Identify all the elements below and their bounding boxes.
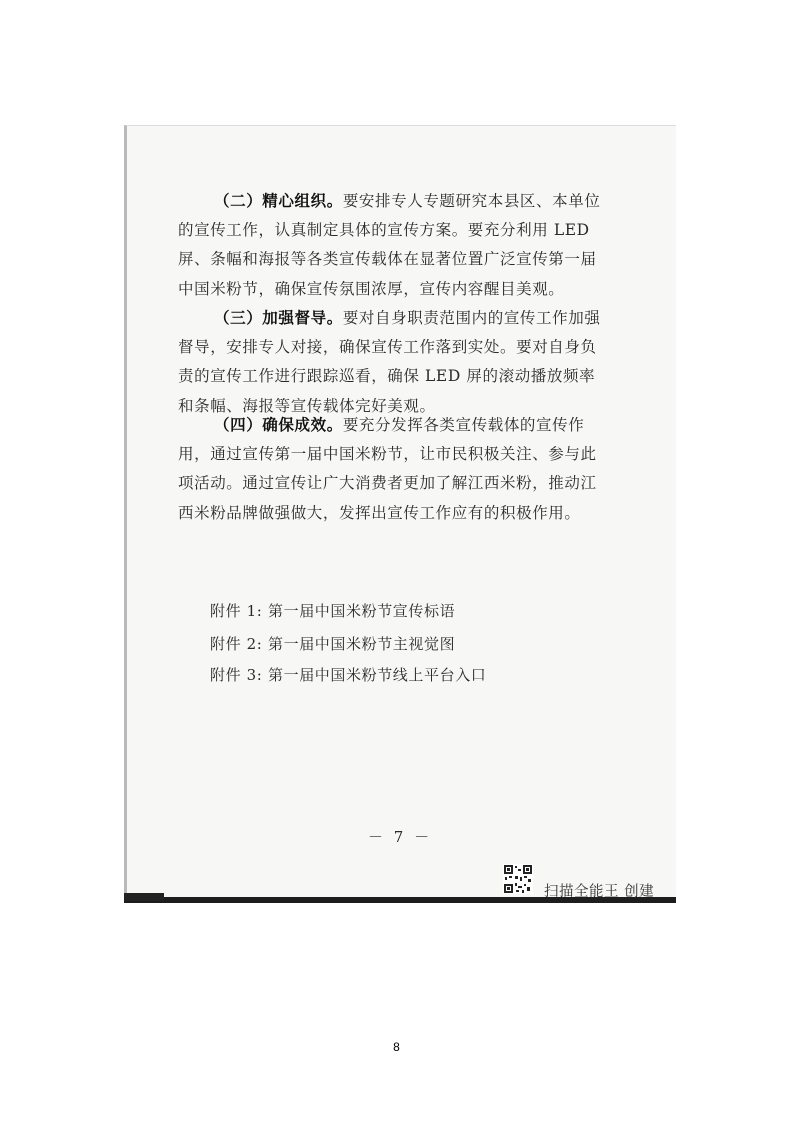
- qr-code-icon: [503, 864, 533, 894]
- inner-page-number: － 7 －: [368, 828, 433, 846]
- paragraph-body: 要充分发挥各类宣传载体的宣传作用，通过宣传第一届中国米粉节，让市民积极关注、参与此项活动。通过宣传让广大消费者更加了解江西米粉，推动江西米粉品牌做强做大，发挥出宣传工作应有的积极作用。: [178, 416, 597, 522]
- paragraph-heading: （四）确保成效。: [214, 415, 343, 434]
- attachment-label: 附件 2:: [210, 635, 263, 653]
- attachment-label: 附件 3:: [210, 666, 263, 684]
- paragraph-supervise: [178, 303, 610, 421]
- paragraph-effect: [178, 410, 610, 528]
- attachment-title: 第一届中国米粉节线上平台入口: [268, 666, 487, 684]
- page-number: 8: [393, 1040, 400, 1054]
- attachment-item: [210, 664, 486, 685]
- paragraph-organize: [178, 186, 610, 304]
- attachment-item: [210, 633, 455, 654]
- paragraph-heading: （三）加强督导。: [214, 308, 343, 327]
- scanner-watermark: 扫描全能王 创建: [544, 884, 655, 900]
- attachment-label: 附件 1:: [210, 602, 263, 620]
- attachment-title: 第一届中国米粉节主视觉图: [268, 635, 456, 653]
- paragraph-heading: （二）精心组织。: [214, 191, 343, 210]
- paragraph-body: 要对自身职责范围内的宣传工作加强督导，安排专人对接，确保宣传工作落到实处。要对自身负责的宣传工作进行跟踪巡看，确保 LED 屏的滚动播放频率和条幅、海报等宣传载体完好美观。: [178, 309, 601, 415]
- scan-edge-corner: [124, 893, 164, 901]
- attachment-item: [210, 600, 455, 621]
- attachment-title: 第一届中国米粉节宣传标语: [268, 602, 456, 620]
- paragraph-body: 要安排专人专题研究本县区、本单位的宣传工作，认真制定具体的宣传方案。要充分利用 LED 屏、条幅和海报等各类宣传载体在显著位置广泛宣传第一届中国米粉节，确保宣传氛围浓厚，宣传内容醒目美观。: [178, 192, 601, 298]
